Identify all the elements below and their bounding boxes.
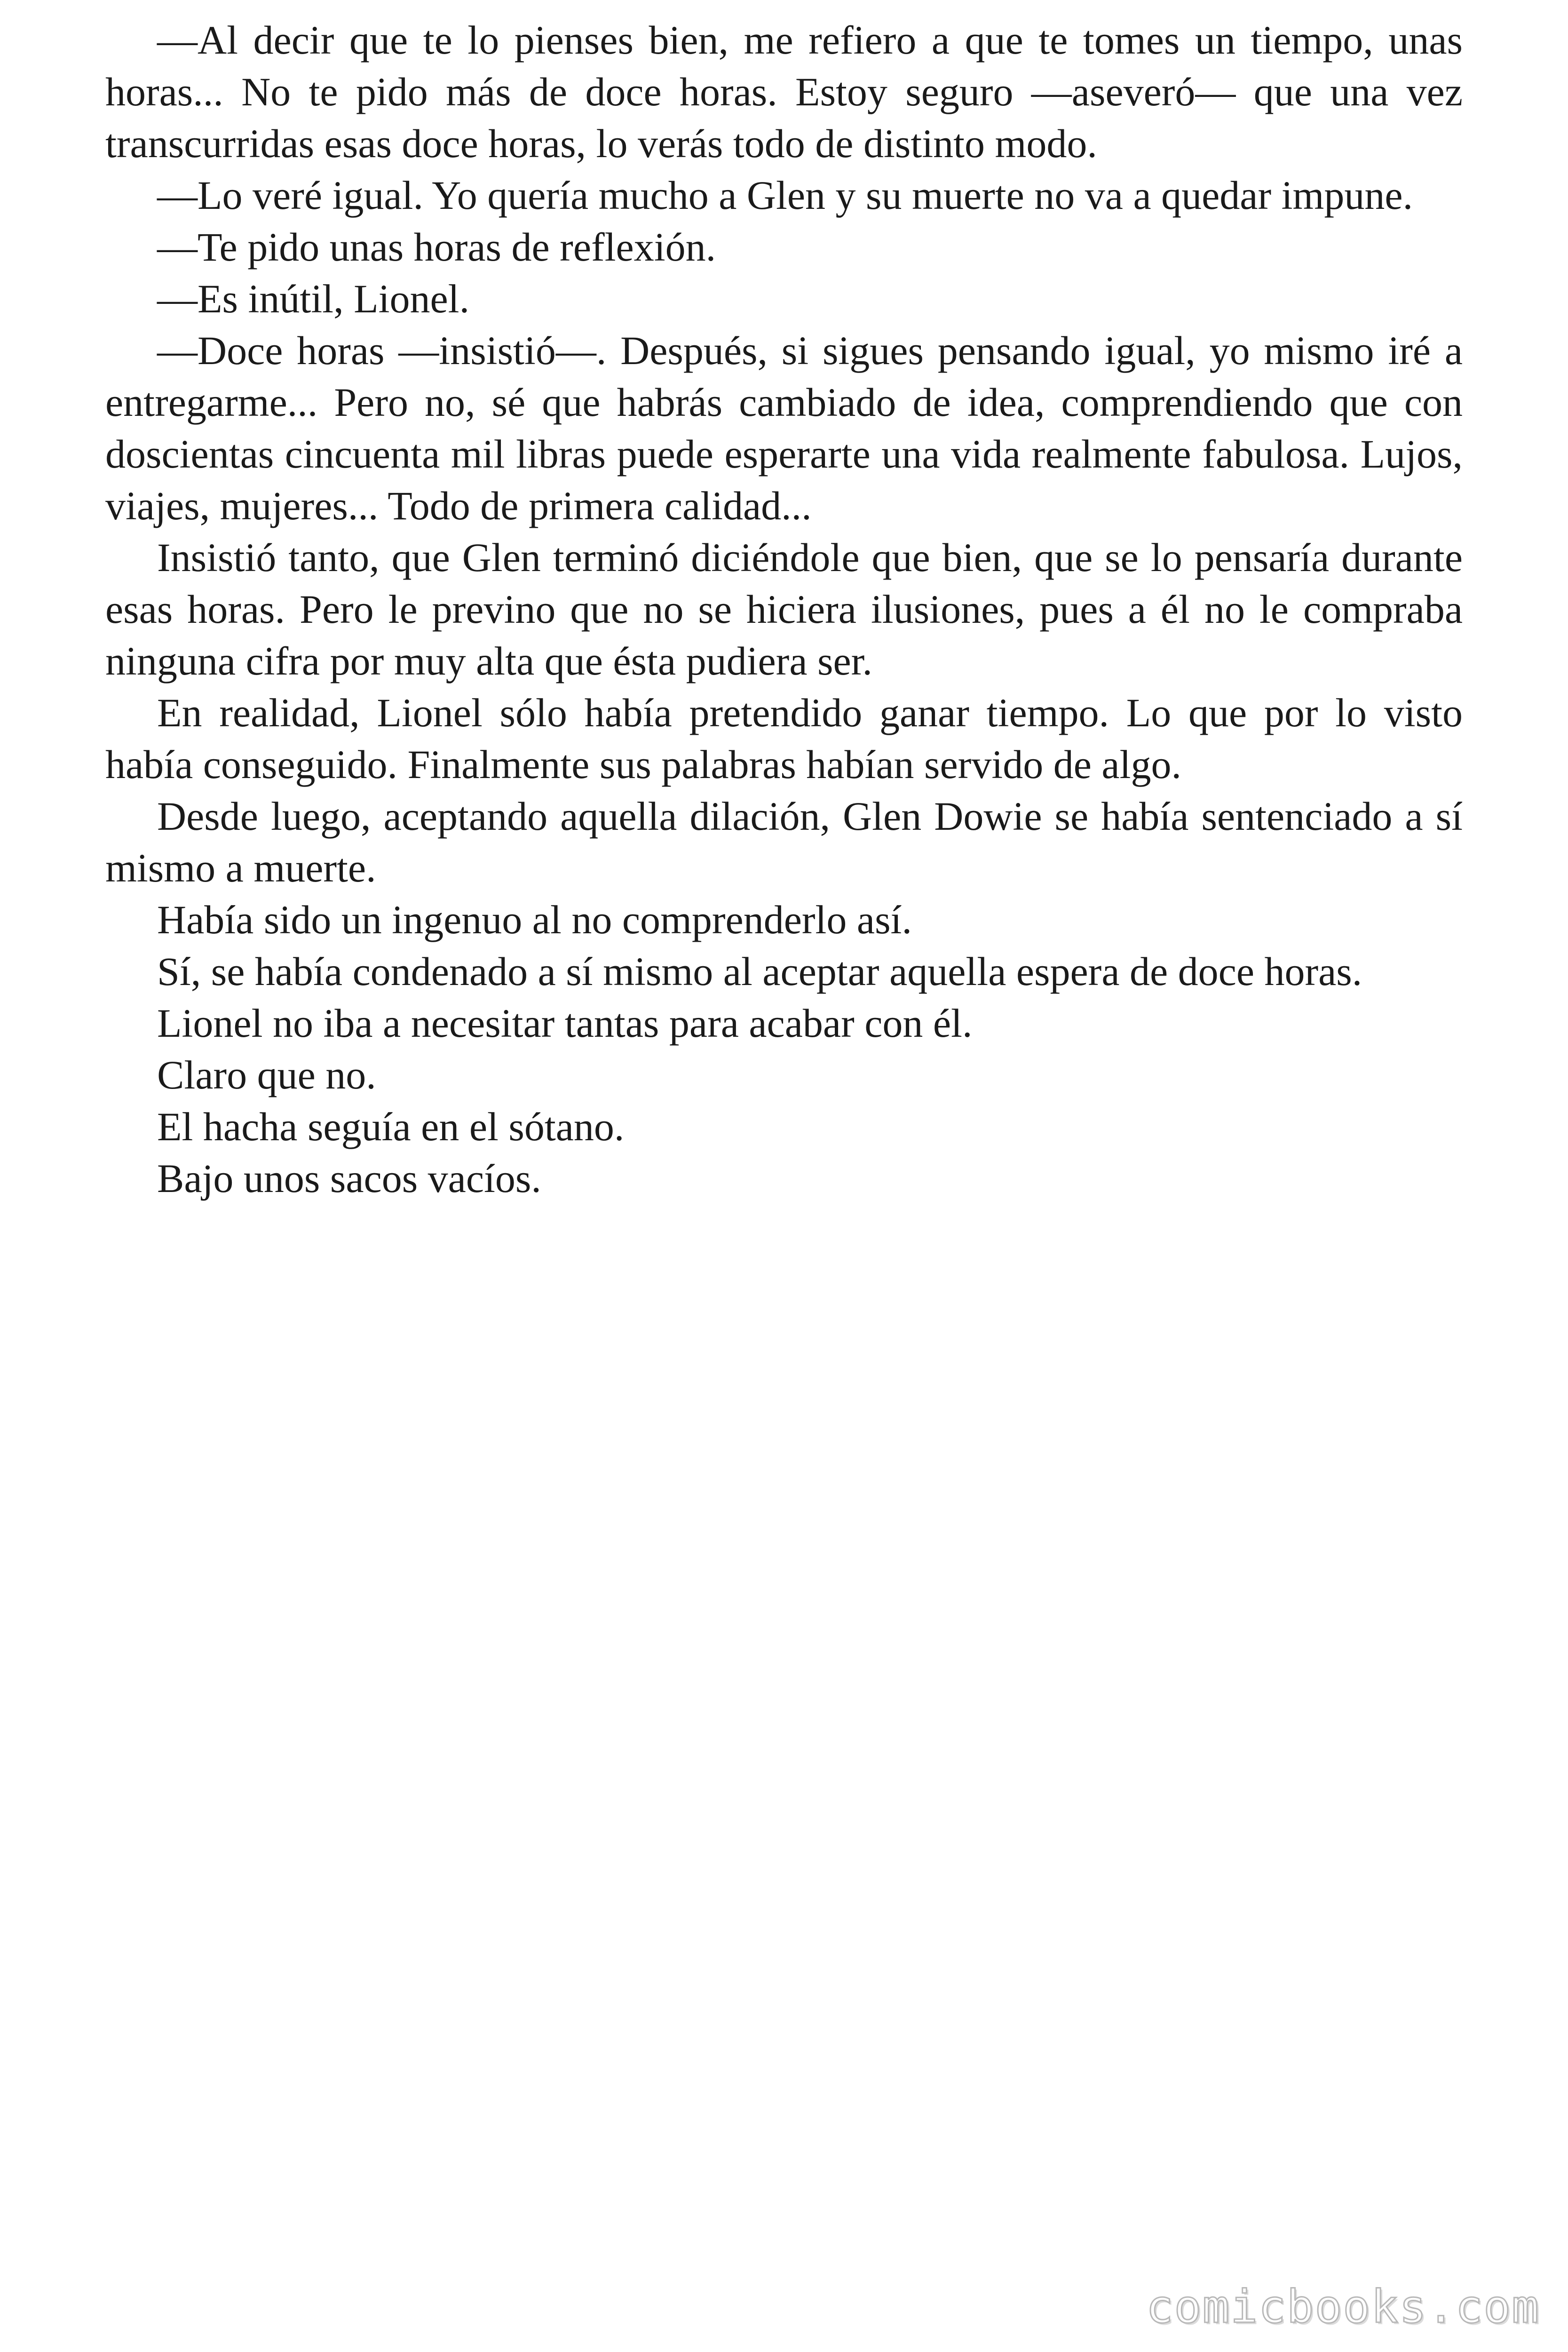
paragraph-4: —Es inútil, Lionel. [157, 276, 470, 321]
paragraph-6: Insistió tanto, que Glen terminó diciéndole que bien, que se lo pensaría durante esas horas. Pero le previno que no se hiciera ilusiones, pues a él no le compraba ninguna cifra por muy alta que ésta pudiera ser. [105, 535, 1463, 683]
paragraph-13: El hacha seguía en el sótano. [157, 1104, 625, 1149]
paragraph-5: —Doce horas —insistió—. Después, si sigues pensando igual, yo mismo iré a entregarme... Pero no, sé que habrás cambiado de idea, comprendiendo que con doscientas cincuenta mil libras puede esperarte una vida realmente fabulosa. Lujos, viajes, mujeres... Todo de primera calidad... [105, 328, 1463, 528]
watermark: comicbooks.com [1146, 2280, 1540, 2333]
paragraph-9: Había sido un ingenuo al no comprenderlo así. [157, 897, 912, 942]
paragraph-8: Desde luego, aceptando aquella dilación, Glen Dowie se había sentenciado a sí mismo a muerte. [105, 794, 1463, 890]
body-text [105, 14, 1463, 1204]
paragraph-14: Bajo unos sacos vacíos. [157, 1156, 541, 1201]
paragraph-2: —Lo veré igual. Yo quería mucho a Glen y su muerte no va a quedar impune. [157, 173, 1413, 218]
paragraph-3: —Te pido unas horas de reflexión. [157, 224, 716, 270]
paragraph-7: En realidad, Lionel sólo había pretendido ganar tiempo. Lo que por lo visto había conseguido. Finalmente sus palabras habían servido de algo. [105, 690, 1463, 787]
paragraph-12: Claro que no. [157, 1052, 376, 1097]
paragraph-11: Lionel no iba a necesitar tantas para acabar con él. [157, 1001, 973, 1046]
paragraph-1: —Al decir que te lo pienses bien, me refiero a que te tomes un tiempo, unas horas... No te pido más de doce horas. Estoy seguro —aseveró— que una vez transcurridas esas doce horas, lo verás todo de distinto modo. [105, 17, 1463, 166]
paragraph-10: Sí, se había condenado a sí mismo al aceptar aquella espera de doce horas. [157, 949, 1362, 994]
